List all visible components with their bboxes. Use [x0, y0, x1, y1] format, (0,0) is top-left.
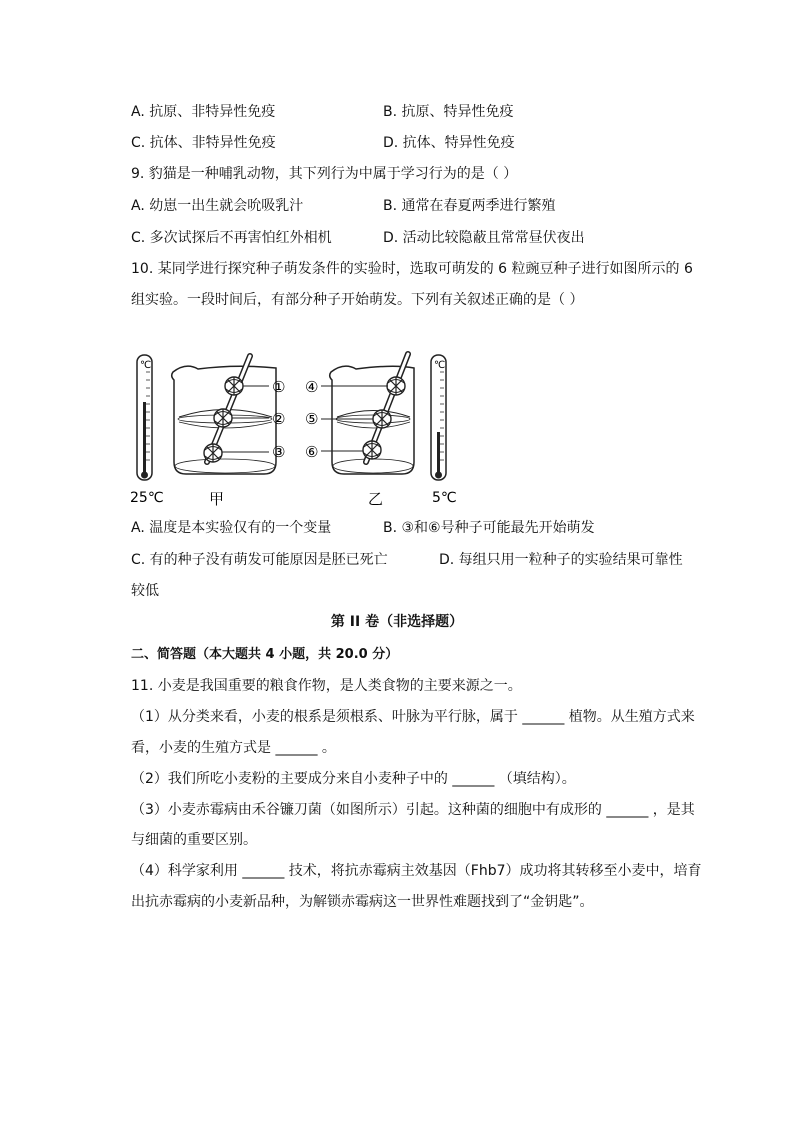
- q8-option-d: D. 抗体、特异性免疫: [383, 135, 515, 151]
- q10-option-c: C. 有的种子没有萌发可能原因是胚已死亡: [131, 552, 388, 568]
- q10-option-d-line2: 较低: [131, 583, 159, 599]
- q11-part1-line1: （1）从分类来看，小麦的根系是须根系、叶脉为平行脉，属于 ______ 植物。从生殖方式来: [131, 709, 695, 725]
- seed-label-3: ③: [272, 443, 286, 461]
- seed-label-2: ②: [272, 410, 286, 428]
- seed-label-1: ①: [272, 378, 286, 396]
- seed-label-4: ④: [305, 378, 319, 396]
- q10-stem-line2: 组实验。一段时间后，有部分种子开始萌发。下列有关叙述正确的是（ ）: [131, 292, 584, 308]
- q11-part2: （2）我们所吃小麦粉的主要成分来自小麦种子中的 ______ （填结构）。: [131, 771, 576, 787]
- q9-option-c: C. 多次试探后不再害怕红外相机: [131, 230, 332, 246]
- q9-option-b: B. 通常在春夏两季进行繁殖: [383, 198, 556, 214]
- thermometer-right-unit: ℃: [434, 360, 446, 371]
- q10-option-d-line1: D. 每组只用一粒种子的实验结果可靠性: [439, 552, 683, 568]
- left-temperature: 25℃: [130, 490, 164, 506]
- q9-option-a: A. 幼崽一出生就会吮吸乳汁: [131, 198, 304, 214]
- q8-option-c: C. 抗体、非特异性免疫: [131, 135, 276, 151]
- beaker-left: [172, 356, 276, 474]
- q8-option-b: B. 抗原、特异性免疫: [383, 104, 514, 120]
- q11-part4-line2: 出抗赤霉病的小麦新品种，为解锁赤霉病这一世界性难题找到了“金钥匙”。: [131, 894, 594, 910]
- right-temperature: 5℃: [432, 490, 457, 506]
- q10-option-b: B. ③和⑥号种子可能最先开始萌发: [383, 520, 595, 536]
- q11-part1-line2: 看，小麦的生殖方式是 ______ 。: [131, 740, 336, 756]
- seed-experiment-figure: [126, 342, 476, 512]
- section-heading: 二、简答题（本大题共 4 小题，共 20.0 分）: [131, 647, 399, 662]
- q9-stem: 9. 豹猫是一种哺乳动物，其下列行为中属于学习行为的是（ ）: [131, 166, 518, 182]
- q9-option-d: D. 活动比较隐蔽且常常昼伏夜出: [383, 230, 585, 246]
- beaker-right-label: 乙: [368, 490, 384, 508]
- seed-label-6: ⑥: [305, 443, 319, 461]
- q10-stem-line1: 10. 某同学进行探究种子萌发条件的实验时，选取可萌发的 6 粒豌豆种子进行如图所示的 6: [131, 261, 693, 277]
- q11-stem: 11. 小麦是我国重要的粮食作物，是人类食物的主要来源之一。: [131, 678, 522, 694]
- q10-option-a: A. 温度是本实验仅有的一个变量: [131, 520, 332, 536]
- thermometer-left-icon: [137, 355, 152, 480]
- q11-part4-line1: （4）科学家利用 ______ 技术，将抗赤霉病主效基因（Fhb7）成功将其转移至小麦中，培育: [131, 863, 702, 879]
- thermometer-left-unit: ℃: [140, 360, 152, 371]
- beaker-right: [321, 354, 414, 474]
- volume-title: 第 II 卷（非选择题）: [330, 614, 464, 630]
- q8-option-a: A. 抗原、非特异性免疫: [131, 104, 276, 120]
- q11-part3-line1: （3）小麦赤霉病由禾谷镰刀菌（如图所示）引起。这种菌的细胞中有成形的 ______ ，是其: [131, 802, 695, 818]
- seed-label-5: ⑤: [305, 410, 319, 428]
- q11-part3-line2: 与细菌的重要区别。: [131, 832, 257, 848]
- beaker-left-label: 甲: [209, 490, 225, 508]
- thermometer-right-icon: [431, 355, 446, 480]
